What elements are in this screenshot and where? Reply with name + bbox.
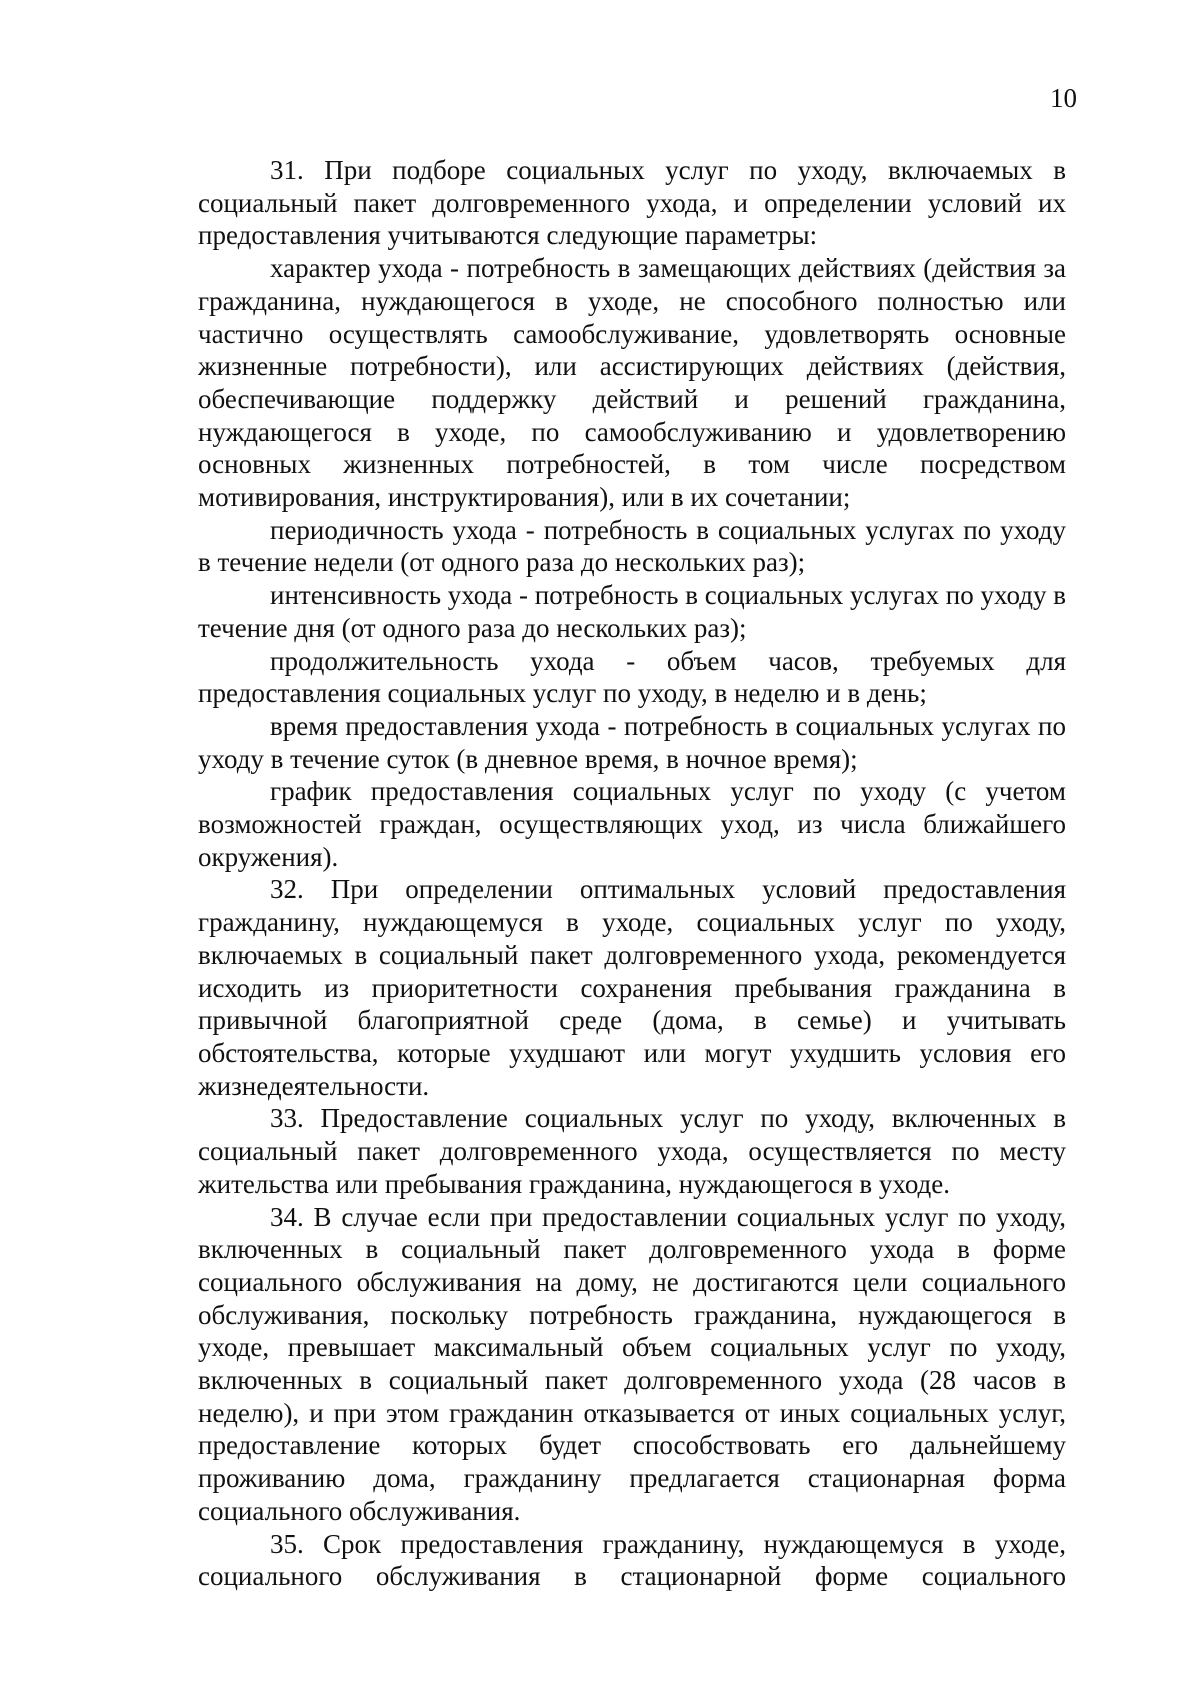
- paragraph-care-time: время предоставления ухода - потребность в социальных услугах по уходу в течение суток (в дневное время, в ночное время);: [198, 710, 1066, 774]
- paragraph-32: 32. При определении оптимальных условий предоставления гражданину, нуждающемуся в уходе, социальных услуг по уходу, включаемых в социальный пакет долговременного ухода, рекомендуется исходить из приоритетности сохранения пребывания гражданина в привычной благоприятной среде (дома, в семье) и учитывать обстоятельства, которые ухудшают или могут ухудшить условия его жизнедеятельности.: [198, 874, 1066, 1101]
- page-number: 10: [1050, 83, 1077, 113]
- document-body: [198, 154, 1066, 1593]
- paragraph-care-nature: характер ухода - потребность в замещающих действиях (действия за гражданина, нуждающегося в уходе, не способного полностью или частично осуществлять самообслуживание, удовлетворять основные жизненные потребности), или ассистирующих действиях (действия, обеспечивающие поддержку действий и решений гражданина, нуждающегося в уходе, по самообслуживанию и удовлетворению основных жизненных потребностей, в том числе посредством мотивирования, инструктирования), или в их сочетании;: [198, 253, 1066, 513]
- paragraph-care-periodicity: периодичность ухода - потребность в социальных услугах по уходу в течение недели (от одного раза до нескольких раз);: [198, 514, 1066, 578]
- paragraph-care-intensity: интенсивность ухода - потребность в социальных услугах по уходу в течение дня (от одного раза до нескольких раз);: [198, 580, 1066, 643]
- paragraph-35: 35. Срок предоставления гражданину, нуждающемуся в уходе, социального обслуживания в стационарной форме социального: [198, 1528, 1066, 1592]
- paragraph-care-schedule: график предоставления социальных услуг по уходу (с учетом возможностей граждан, осуществляющих уход, из числа ближайшего окружения).: [198, 776, 1066, 872]
- paragraph-care-duration: продолжительность ухода - объем часов, требуемых для предоставления социальных услуг по уходу, в неделю и в день;: [198, 645, 1066, 709]
- paragraph-34: 34. В случае если при предоставлении социальных услуг по уходу, включенных в социальный пакет долговременного ухода в форме социального обслуживания на дому, не достигаются цели социального обслуживания, поскольку потребность гражданина, нуждающегося в уходе, превышает максимальный объем социальных услуг по уходу, включенных в социальный пакет долговременного ухода (28 часов в неделю), и при этом гражданин отказывается от иных социальных услуг, предоставление которых будет способствовать его дальнейшему проживанию дома, гражданину предлагается стационарная форма социального обслуживания.: [198, 1201, 1066, 1526]
- paragraph-33: 33. Предоставление социальных услуг по уходу, включенных в социальный пакет долговременного ухода, осуществляется по месту жительства или пребывания гражданина, нуждающегося в уходе.: [198, 1103, 1066, 1199]
- paragraph-31-intro: 31. При подборе социальных услуг по уходу, включаемых в социальный пакет долговременного ухода, и определении условий их предоставления учитываются следующие параметры:: [198, 155, 1066, 251]
